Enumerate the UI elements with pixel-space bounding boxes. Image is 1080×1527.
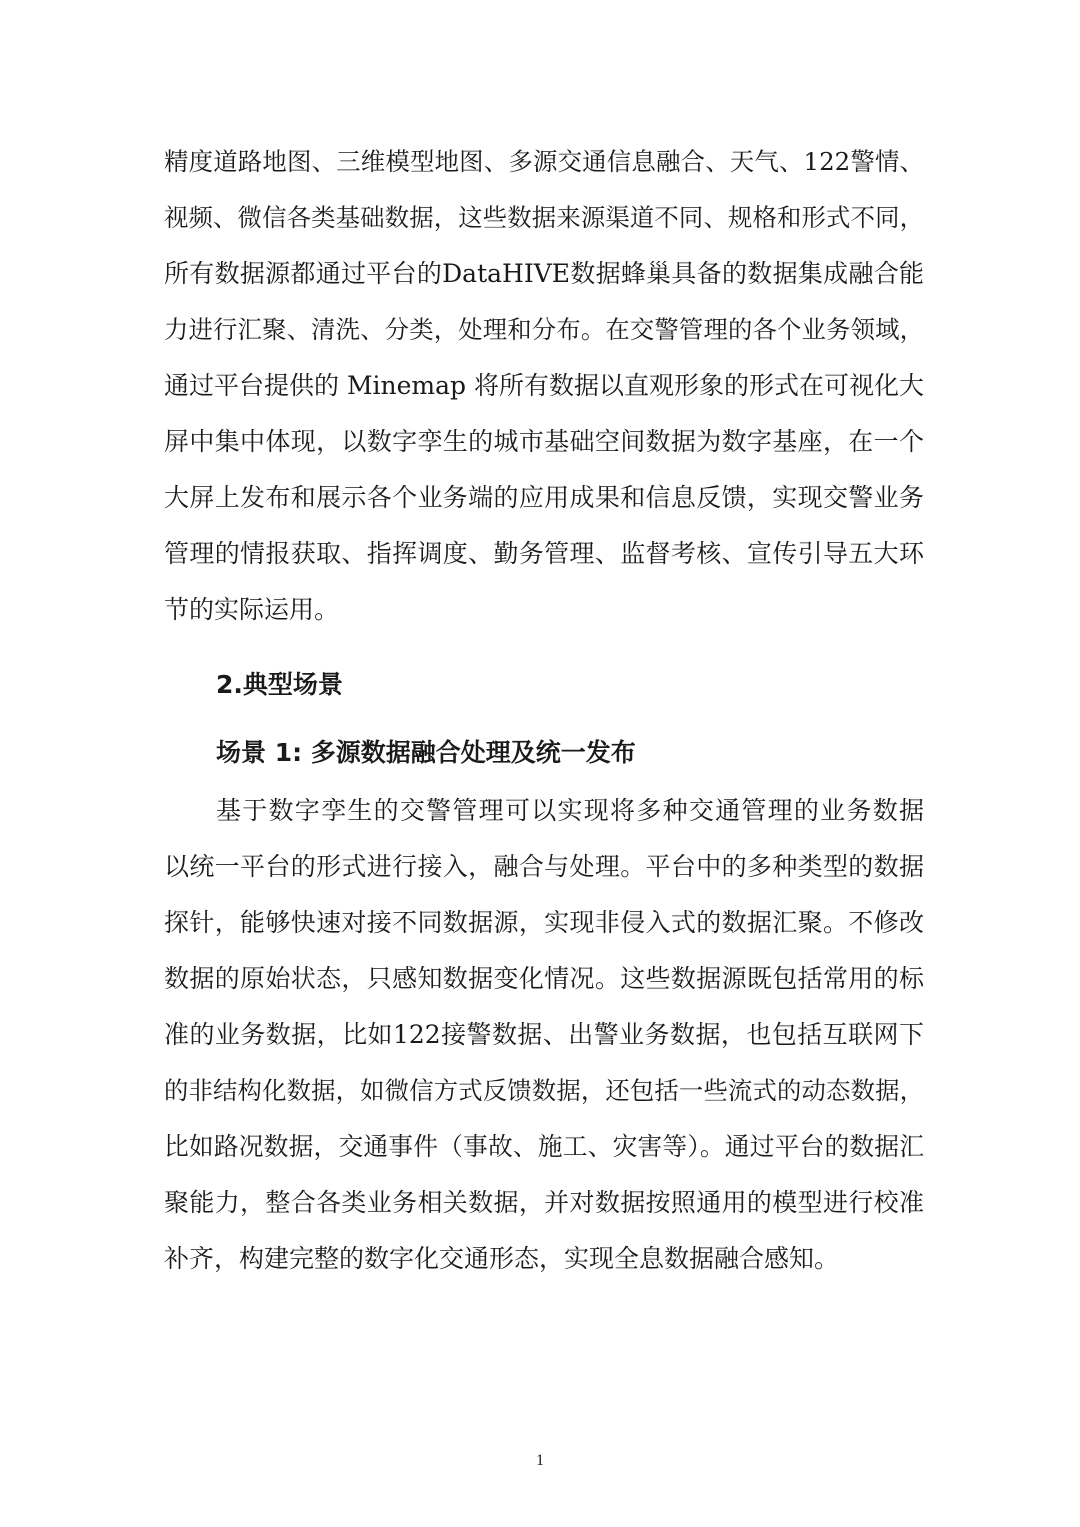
- scene-heading: 场景 1: 多源数据融合处理及统一发布: [216, 738, 636, 767]
- page-number: 1: [536, 1452, 544, 1469]
- paragraph-line: 所有数据源都通过平台的DataHIVE数据蜂巢具备的数据集成融合能: [164, 259, 924, 288]
- paragraph-line: 补齐，构建完整的数字化交通形态，实现全息数据融合感知。: [164, 1244, 840, 1273]
- paragraph-line: 视频、微信各类基础数据，这些数据来源渠道不同、规格和形式不同，: [164, 203, 924, 232]
- paragraph-line: 准的业务数据，比如122接警数据、出警业务数据，也包括互联网下: [164, 1020, 924, 1049]
- paragraph-line: 精度道路地图、三维模型地图、多源交通信息融合、天气、122警情、: [164, 147, 924, 176]
- paragraph-line: 通过平台提供的 Minemap 将所有数据以直观形象的形式在可视化大: [164, 371, 924, 400]
- paragraph-line: 基于数字孪生的交警管理可以实现将多种交通管理的业务数据: [216, 796, 924, 825]
- paragraph-line: 探针，能够快速对接不同数据源，实现非侵入式的数据汇聚。不修改: [164, 908, 924, 937]
- paragraph-line: 管理的情报获取、指挥调度、勤务管理、监督考核、宣传引导五大环: [164, 539, 924, 568]
- paragraph-line: 的非结构化数据，如微信方式反馈数据，还包括一些流式的动态数据，: [164, 1076, 924, 1105]
- paragraph-line: 聚能力，整合各类业务相关数据，并对数据按照通用的模型进行校准: [164, 1188, 924, 1217]
- paragraph-line: 力进行汇聚、清洗、分类，处理和分布。在交警管理的各个业务领域，: [164, 315, 924, 344]
- paragraph-line: 大屏上发布和展示各个业务端的应用成果和信息反馈，实现交警业务: [164, 483, 924, 512]
- paragraph-line: 数据的原始状态，只感知数据变化情况。这些数据源既包括常用的标: [164, 964, 924, 993]
- paragraph-line: 比如路况数据，交通事件（事故、施工、灾害等）。通过平台的数据汇: [164, 1132, 924, 1161]
- paragraph-line: 节的实际运用。: [164, 595, 340, 624]
- paragraph-line: 屏中集中体现，以数字孪生的城市基础空间数据为数字基座，在一个: [164, 427, 924, 456]
- paragraph-line: 以统一平台的形式进行接入，融合与处理。平台中的多种类型的数据: [164, 852, 924, 881]
- section-heading: 2.典型场景: [216, 670, 343, 699]
